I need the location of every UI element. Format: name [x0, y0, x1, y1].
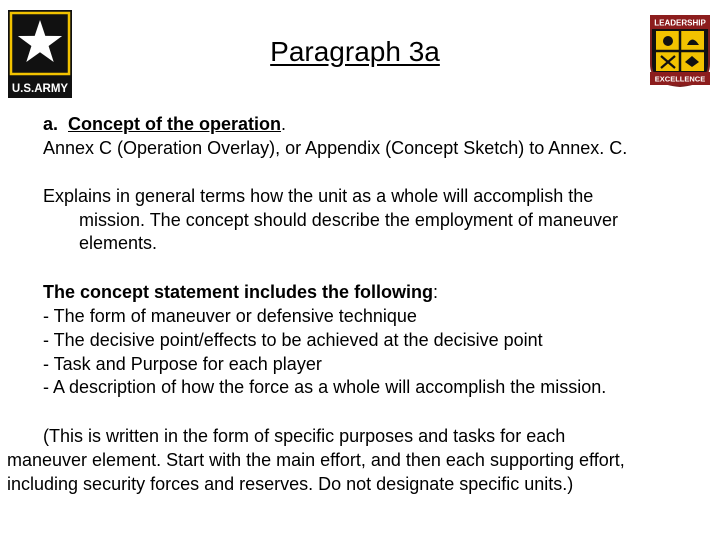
concept-statement-heading-end: : [433, 282, 439, 302]
rotc-bottom-text: EXCELLENCE [654, 74, 706, 84]
note-line-3: including security forces and reserves. Do not designate specific units.) [7, 474, 574, 494]
section-a-prefix: a. [43, 114, 69, 134]
army-logo-text: U.S.ARMY [11, 83, 69, 95]
list-item: - The form of maneuver or defensive technique [43, 306, 417, 326]
rotc-top-text: LEADERSHIP [654, 18, 706, 28]
note-line-1: (This is written in the form of specific purposes and tasks for each [43, 426, 566, 446]
section-a-heading-end: . [281, 114, 287, 134]
list-item: - Task and Purpose for each player [43, 354, 322, 374]
annex-reference: Annex C (Operation Overlay), or Appendix (Concept Sketch) to Annex. C. [43, 138, 628, 158]
explains-line-2: mission. The concept should describe the employment of maneuver [79, 210, 618, 230]
concept-statement-heading: The concept statement includes the following [43, 282, 434, 302]
concept-statement-heading-line [43, 281, 438, 305]
page-title: Paragraph 3a [270, 36, 440, 67]
explains-line-1: Explains in general terms how the unit as a whole will accomplish the [43, 186, 594, 206]
section-a-heading-line [43, 113, 286, 137]
explains-line-3: elements. [79, 233, 158, 253]
concept-of-operation-heading: Concept of the operation [68, 114, 282, 134]
list-item: - The decisive point/effects to be achieved at the decisive point [43, 330, 543, 350]
list-item: - A description of how the force as a whole will accomplish the mission. [43, 377, 607, 397]
note-line-2: maneuver element. Start with the main effort, and then each supporting effort, [7, 450, 625, 470]
